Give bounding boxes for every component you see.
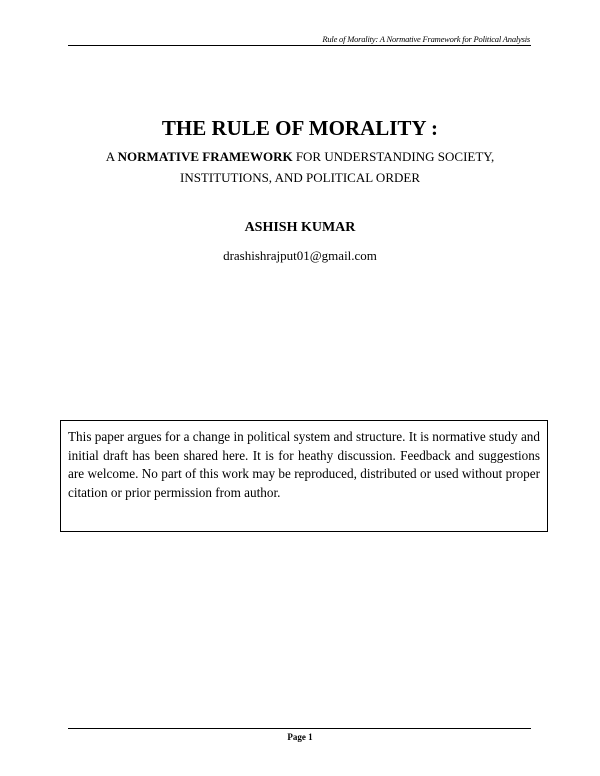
header-rule [68,45,531,46]
page-number: Page 1 [287,732,313,742]
subtitle-line2: INSTITUTIONS, AND POLITICAL ORDER [179,170,420,185]
author-email: drashishrajput01@gmail.com [223,248,377,263]
subtitle-rest: FOR UNDERSTANDING SOCIETY, [292,149,495,164]
paper-subtitle [0,146,600,188]
paper-title: THE RULE OF MORALITY : [161,116,439,140]
footer-rule [68,728,531,729]
abstract-box: This paper argues for a change in political system and structure. It is normative study and initial draft has been shared here. It is for heathy discussion. Feedback and suggestions are welcome. No part of this work may be reproduced, distributed or used without proper citation or prior permission from author. [60,420,548,532]
subtitle-prefix: A [105,149,118,164]
running-header: Rule of Morality: A Normative Framework for Political Analysis [322,34,530,44]
subtitle-bold: NORMATIVE FRAMEWORK [117,149,293,164]
author-name: ASHISH KUMAR [244,220,356,235]
